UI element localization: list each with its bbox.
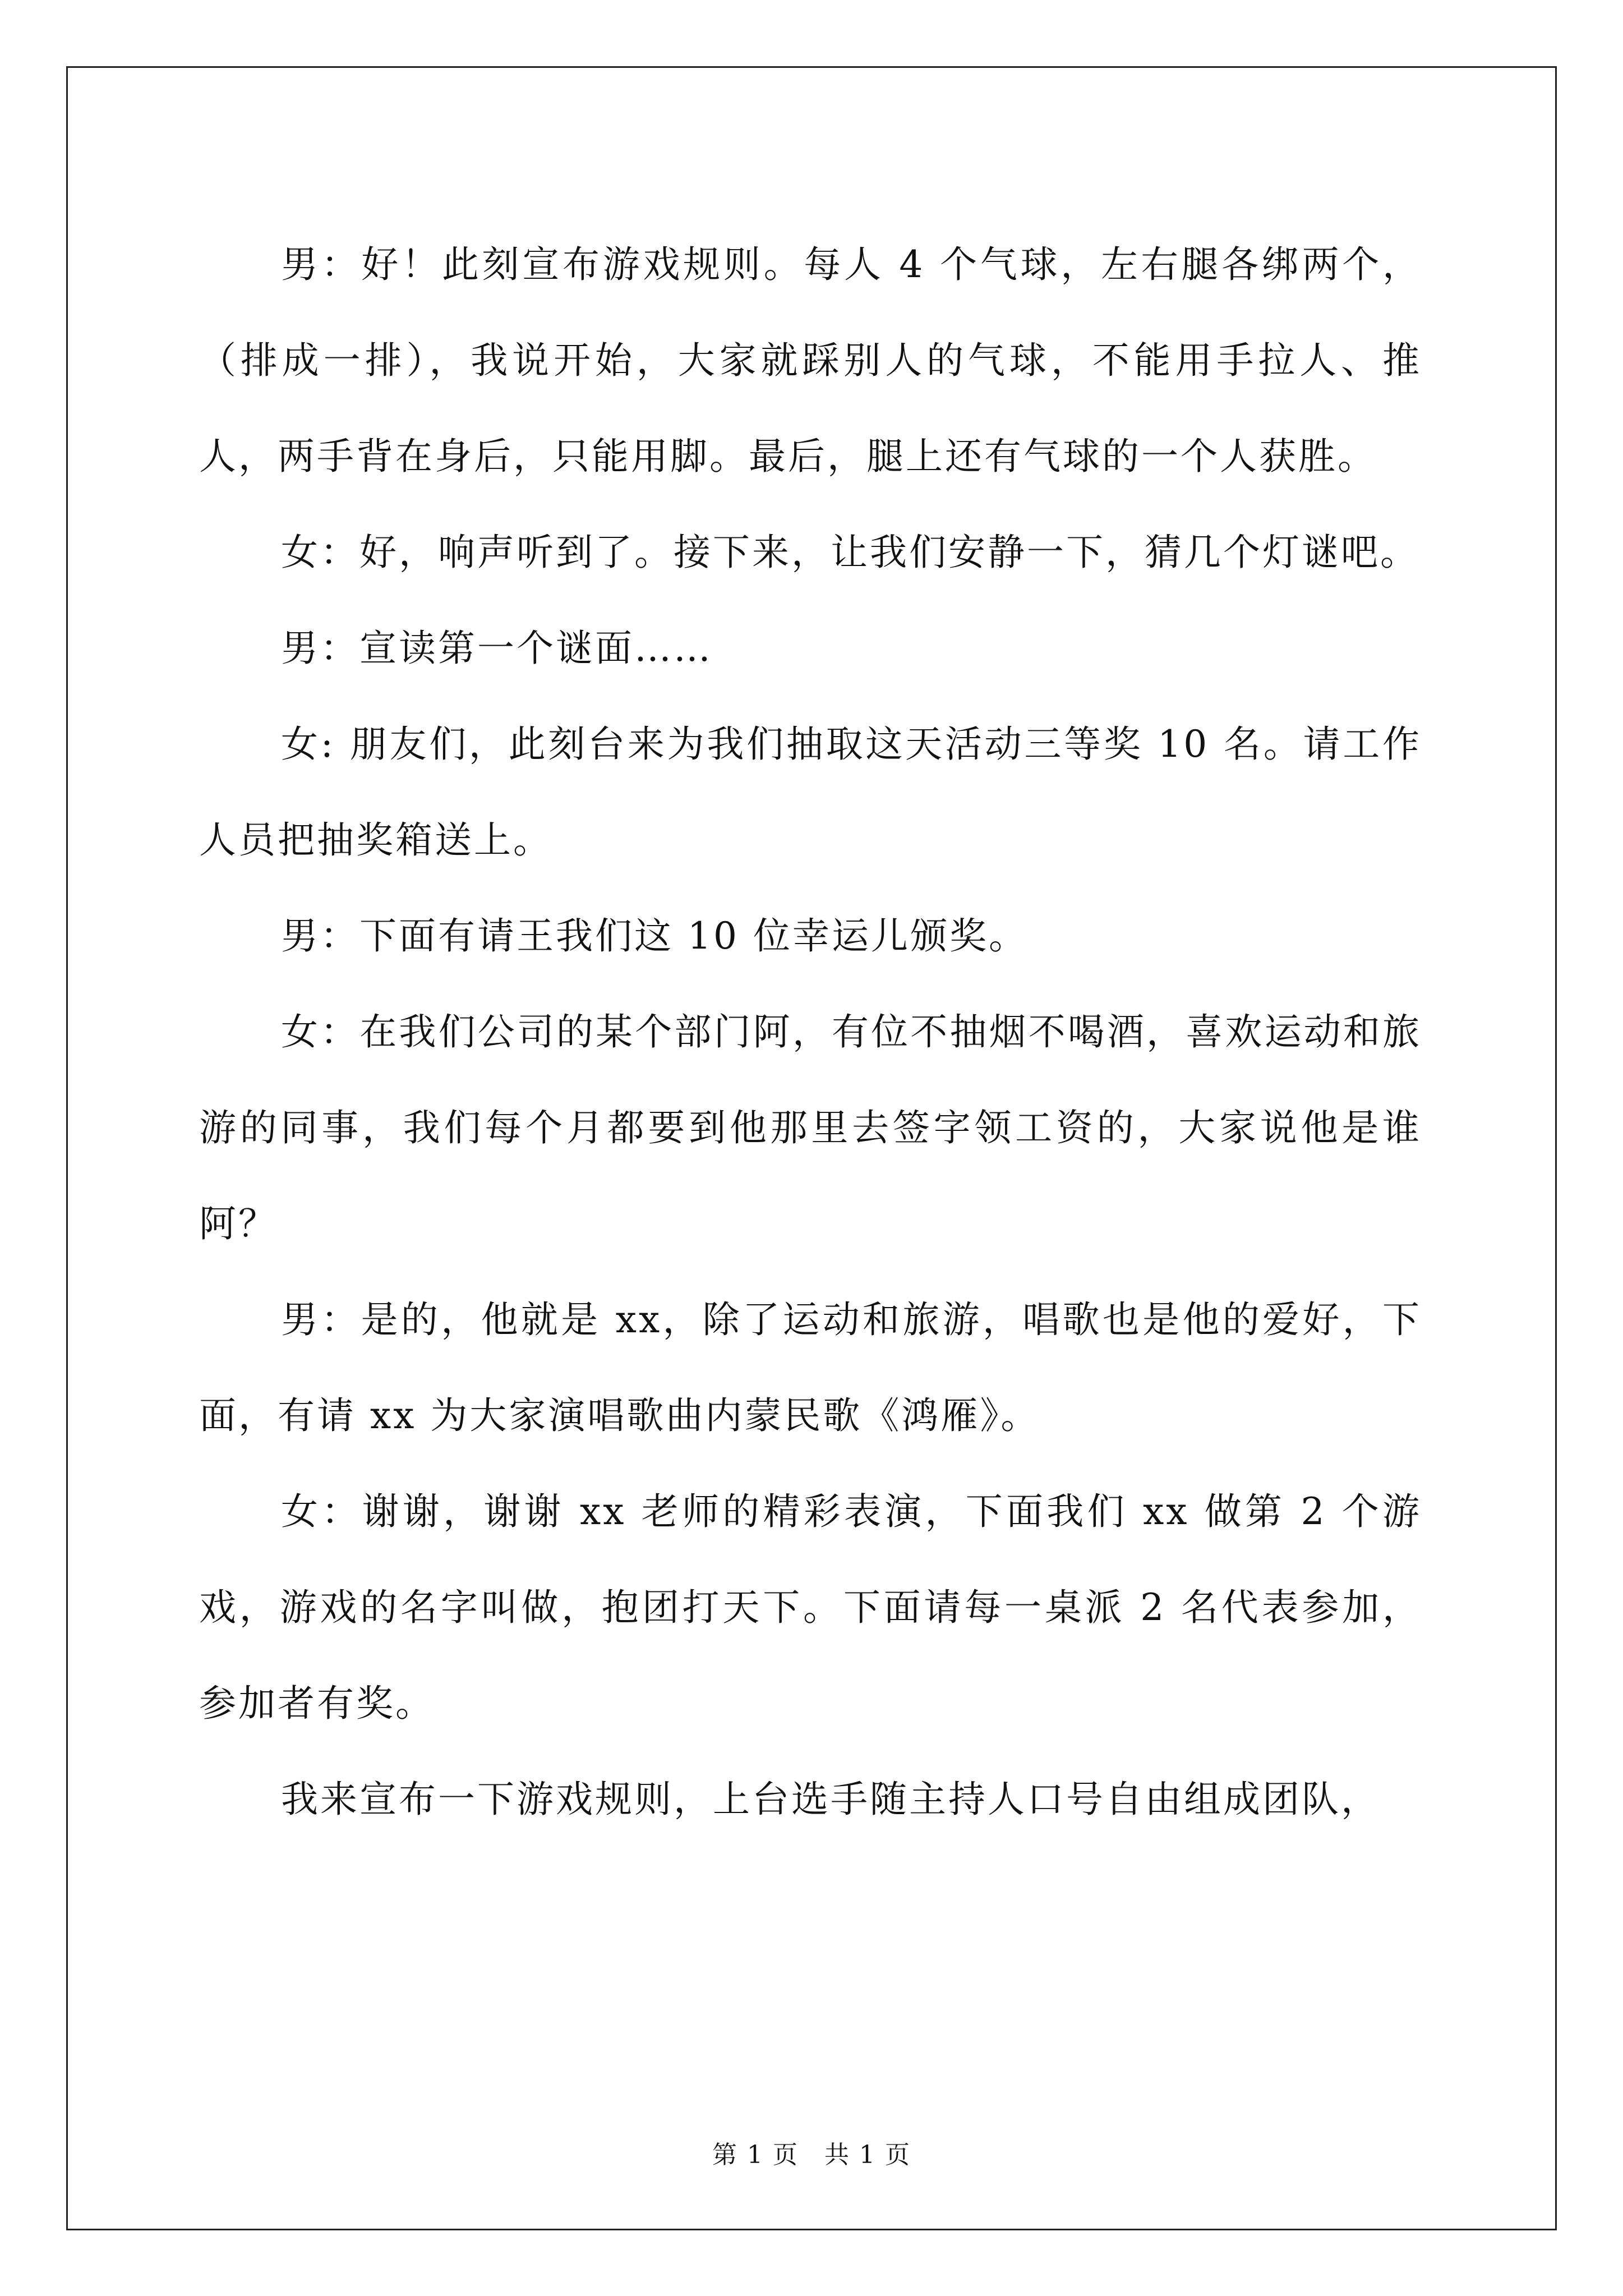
paragraph-9: 我来宣布一下游戏规则，上台选手随主持人口号自由组成团队， xyxy=(281,1778,1380,1821)
document-body xyxy=(199,217,1422,1847)
paragraph-7: 男：是的，他就是 xx，除了运动和旅游，唱歌也是他的爱好，下面，有请 xx 为大家演唱歌曲内蒙民歌《鸿雁》。 xyxy=(199,1298,1422,1437)
paragraph-2: 女：好，响声听到了。接下来，让我们安静一下，猜几个灯谜吧。 xyxy=(281,531,1419,574)
paragraph-5: 男：下面有请王我们这 10 位幸运儿颁奖。 xyxy=(281,914,1028,958)
paragraph-3: 男：宣读第一个谜面…… xyxy=(281,627,713,670)
paragraph-8: 女：谢谢，谢谢 xx 老师的精彩表演，下面我们 xx 做第 2 个游戏，游戏的名字叫做，抱团打天下。下面请每一桌派 2 名代表参加，参加者有奖。 xyxy=(199,1490,1422,1725)
paragraph-4: 女: 朋友们，此刻台来为我们抽取这天活动三等奖 10 名。请工作人员把抽奖箱送上。 xyxy=(199,723,1422,862)
page-footer: 第 1 页 共 1 页 xyxy=(712,2141,911,2169)
paragraph-1: 男：好！此刻宣布游戏规则。每人 4 个气球，左右腿各绑两个，（排成一排），我说开始，大家就踩别人的气球，不能用手拉人、推人，两手背在身后，只能用脚。最后，腿上还有气球的一个人获胜。 xyxy=(199,243,1422,478)
paragraph-6: 女：在我们公司的某个部门阿，有位不抽烟不喝酒，喜欢运动和旅游的同事，我们每个月都要到他那里去签字领工资的，大家说他是谁阿？ xyxy=(199,1010,1422,1245)
